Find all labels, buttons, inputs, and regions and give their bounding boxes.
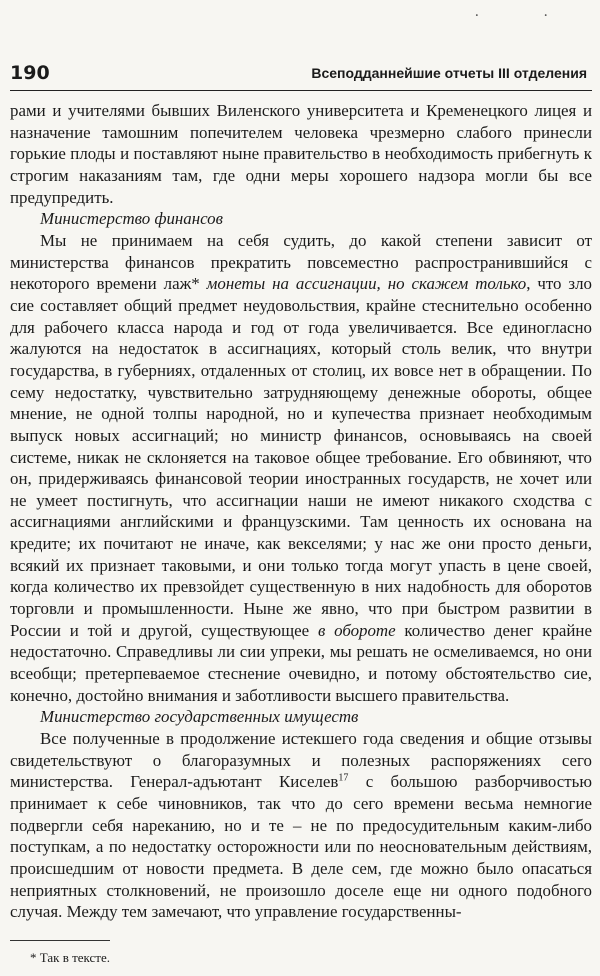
text-run: Мы не принимаем на себя судить, до какой степени зависит от министерства финансов прекратить повсеместно распространившийся с некоторого времени лаж <box>10 230 592 294</box>
section-heading-state-property: Министерство государственных имуществ <box>40 707 359 727</box>
paragraph-continued: рами и учителями бывших Виленского университета и Кременецкого лицея и назначение тамошним попечителем человека чрезмерно слабого принесли горькие плоды и поставляют ныне правительство в необходимость прибегнуть к строгим наказаниям там, где одни меры хорошего надзора могли бы все предупредить. <box>10 101 592 207</box>
page-number: 190 <box>10 62 50 84</box>
running-title: Всеподданнейшие отчеты III отделения <box>311 65 587 81</box>
footnote-marker: * <box>191 274 207 294</box>
text-run: с большою разборчивостью принимает к себе чиновников, так что до сего времени весьма немногие подвергли себя нареканию, но и те – не по предосудительным каким-либо поступкам, а по недостатку осторожности или по неосновательным действиям, происшедшим от новости предмета. В деле сем, где можно было опасаться неприятных столкновений, не произошло доселе еще ни одного подобного случая. Между тем замечают, что управление государственны- <box>10 772 592 922</box>
text-run: , что зло сие составляет общий предмет неудовольствия, крайне стеснительно особенно для рабочего класса народа и год от года увеличивается. Все единогласно жалуются на недостаток в ассигнациях, который столь велик, что внутри государства, в губерниях, отдаленных от столиц, их вовсе нет в обращении. По сему недостатку, чувствительно затрудняющему денежные обороты, общее мнение, не одной толпы народной, но и купечества признает необходимым выпуск новых ассигнаций; но министр финансов, основываясь на своей системе, никак не склоняется на таковое общее требование. Его обвиняют, что он, придерживаясь финансовой теории иностранных государств, не хочет или не умеет постигнуть, что ассигнации наши не имеют никакого сходства с ассигнациями английскими и французскими. Там ценность их основана на кредите; их почитают не иначе, как векселями; у нас же они просто деньги, всякий их признает таковыми, и они только тогда могут упасть в цене своей, когда количество их превзойдет существенную в них надобность для оборотов торговли и промышленности. Ныне же явно, что при быстром развитии в России и той и другой, существующее <box>10 274 592 640</box>
paragraph-state-property <box>10 728 592 923</box>
text-run: Все полученные в продолжение истекшего года сведения и общие отзывы свидетельствуют о благоразумных и полезных распоряжениях сего министерства. Генерал-адъютант Киселев <box>10 729 592 792</box>
footnote-reference: 17 <box>338 772 349 784</box>
italic-run: в обороте <box>317 620 396 640</box>
text-run: количество денег крайне недостаточно. Справедливы ли сии упреки, мы решать не осмеливаемся, но они всеобщи; претерпеваемое стеснение очевидно, и потому обстоятельство сие, конечно, достойно внимания и заботливости высшего правительства. <box>10 620 592 705</box>
footnote: * Так в тексте. <box>30 950 111 965</box>
footnote-rule <box>10 940 110 941</box>
scan-marks: · · <box>474 8 578 24</box>
italic-run: монеты на ассигнации <box>206 274 377 294</box>
page-body <box>10 100 592 923</box>
page-header <box>10 62 590 86</box>
header-rule <box>10 90 592 91</box>
italic-run: , но скажем только <box>376 274 527 294</box>
paragraph-finance <box>10 230 592 706</box>
section-heading-finance: Министерство финансов <box>40 209 223 229</box>
